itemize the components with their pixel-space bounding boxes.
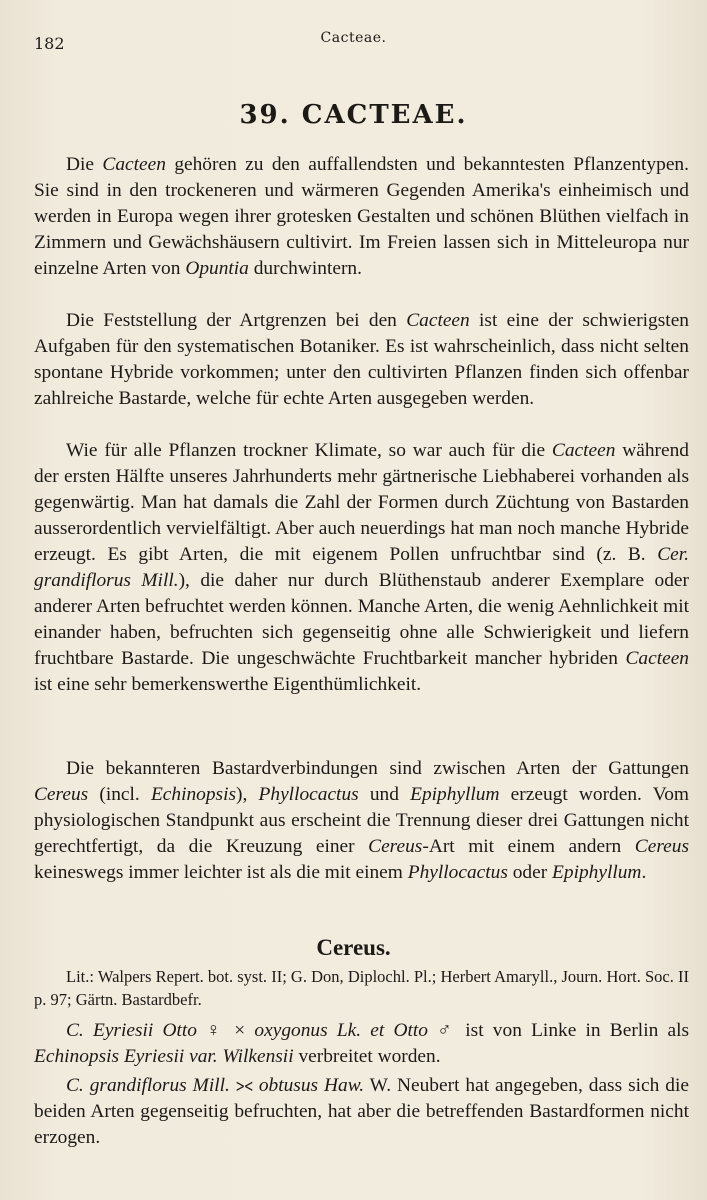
page-number: 182 bbox=[34, 34, 65, 53]
paragraph-1: Die Cacteen gehören zu den auffallendsten und bekanntesten Pflanzentypen. Sie sind in den trockeneren und wärmeren Gegenden Amerika's einheimisch und werden in Europa wegen ihrer grotesken Gestalten und schönen Blüthen vielfach in Zimmern und Gewächshäusern cultivirt. Im Freien lassen sich in Mitteleuropa nur einzelne Arten von Opuntia durchwintern. bbox=[34, 154, 689, 279]
paragraph-4: Die bekannteren Bastardverbindungen sind zwischen Arten der Gattungen Cereus (incl. Echinopsis), Phyllocactus und Epiphyllum erzeugt worden. Vom physiologischen Standpunkt aus erscheint die Trennung dieser drei Gattungen nicht gerechtfertigt, da die Kreuzung einer Cereus-Art mit einem andern Cereus keineswegs immer leichter ist als die mit einem Phyllocactus oder Epiphyllum. bbox=[34, 758, 690, 883]
literature-references: Lit.: Walpers Repert. bot. syst. II; G. Don, Diplochl. Pl.; Herbert Amaryll., Journ. Hort. Soc. II p. 97; Gärtn. Bastardbefr. bbox=[34, 967, 689, 1009]
chapter-title: 39. CACTEAE. bbox=[239, 100, 468, 130]
paragraph-2: Die Feststellung der Artgrenzen bei den Cacteen ist eine der schwierigsten Aufgaben für den systematischen Botaniker. Es ist wahrscheinlich, dass nicht selten spontane Hybride vorkommen; unter den cultivirten Pflanzen finden sich offenbar zahlreiche Bastarde, welche für echte Arten ausgegeben werden. bbox=[34, 310, 689, 409]
female-cross-male-symbol: ♀ × bbox=[196, 1020, 255, 1041]
running-head bbox=[34, 30, 673, 54]
hybrid-entry-1: C. Eyriesii Otto ♀ × oxygonus Lk. et Otto ♂ ist von Linke in Berlin als Echinopsis Eyriesii var. Wilkensii verbreitet worden. bbox=[34, 1020, 690, 1067]
hybrid-entry-2: C. grandiflorus Mill. ⪥ obtusus Haw. W. Neubert hat angegeben, dass sich die beiden Arten gegenseitig befruchten, hat aber die betreffenden Bastardformen nicht erzogen. bbox=[34, 1075, 689, 1148]
paragraph-3: Wie für alle Pflanzen trockner Klimate, so war auch für die Cacteen während der ersten Hälfte unseres Jahrhunderts mehr gärtnerische Liebhaberei vorhanden als gegenwärtig. Man hat damals die Zahl der Formen durch Züchtung von Bastarden ausserordentlich vervielfältigt. Aber auch neuerdings hat man noch manche Hybride erzeugt. Es gibt Arten, die mit eigenem Pollen unfruchtbar sind (z. B. Cer. grandiflorus Mill.), die daher nur durch Blüthenstaub anderer Exemplare oder anderer Arten befruchtet werden können. Manche Arten, die wenig Aehnlichkeit mit einander haben, befruchten sich gegenseitig ohne alle Schwierigkeit und liefern fruchtbare Bastarde. Die ungeschwächte Fruchtbarkeit mancher hybriden Cacteen ist eine sehr bemerkenswerthe Eigenthümlichkeit. bbox=[34, 440, 689, 695]
reciprocal-cross-symbol: ⪥ bbox=[229, 1075, 259, 1096]
running-title: Cacteae. bbox=[320, 30, 387, 46]
genus-heading: Cereus. bbox=[316, 935, 391, 960]
